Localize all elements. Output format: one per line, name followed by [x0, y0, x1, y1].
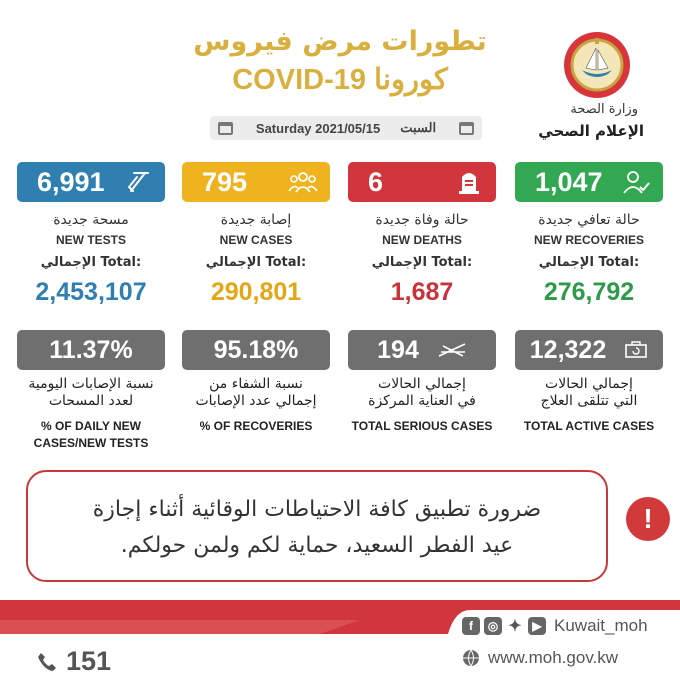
recovery-rate-value: 95.18% [213, 335, 299, 364]
new-tests-total-label: الإجمالي Total: [40, 255, 142, 270]
new-recoveries-total-label: الإجمالي Total: [538, 255, 640, 270]
new-deaths-label-ar: حالة وفاة جديدة [375, 212, 469, 228]
positivity-rate-label-ar-1: نسبة الإصابات اليومية [28, 376, 154, 392]
people-icon [288, 168, 318, 196]
active-cases-label-ar-1: إجمالي الحالات [545, 376, 633, 392]
total-cases-value: 290,801 [210, 278, 302, 306]
recovery-rate-label-ar-1: نسبة الشفاء من [209, 376, 303, 392]
media-department: الإعلام الصحي [538, 122, 644, 140]
hotline-number: 151 [66, 646, 112, 676]
medicine-box-icon [624, 341, 648, 359]
positivity-rate-value: 11.37% [49, 335, 133, 364]
tombstone-icon [454, 168, 484, 196]
new-tests-box [17, 162, 165, 202]
new-recoveries-value: 1,047 [535, 166, 603, 197]
positivity-rate-label-en-1: % OF DAILY NEW [40, 419, 141, 433]
globe-icon [462, 649, 480, 667]
new-cases-value: 795 [202, 166, 248, 197]
new-deaths-label-en: NEW DEATHS [382, 233, 462, 247]
serious-cases-label-ar-2: في العناية المركزة [368, 393, 476, 409]
positivity-rate-label-en-2: CASES/NEW TESTS [33, 436, 149, 450]
test-tube-icon [123, 168, 153, 196]
active-cases-label-ar-2: التي تتلقى العلاج [540, 393, 638, 409]
total-tests-value: 2,453,107 [35, 278, 147, 306]
youtube-icon[interactable]: ▶ [528, 617, 546, 635]
new-deaths-total-label: الإجمالي Total: [371, 255, 473, 270]
social-handle[interactable]: Kuwait_moh [554, 616, 648, 635]
active-cases-label-en-1: TOTAL ACTIVE CASES [523, 419, 655, 433]
calendar-icon [459, 122, 474, 135]
twitter-icon[interactable]: ✦ [508, 618, 522, 635]
new-cases-label-ar: إصابة جديدة [220, 212, 292, 228]
day-arabic: السبت [400, 120, 437, 135]
new-recoveries-label-en: NEW RECOVERIES [533, 233, 644, 247]
alert-icon: ! [626, 497, 670, 541]
new-deaths-value: 6 [368, 166, 384, 197]
holiday-notice [26, 470, 608, 582]
date-english: Saturday 2021/05/15 [255, 120, 381, 136]
recovery-rate-label-en-1: % OF RECOVERIES [199, 419, 313, 433]
recovery-rate-label-ar-2: إجمالي عدد الإصابات [195, 393, 317, 409]
facebook-icon[interactable]: f [462, 617, 480, 635]
new-cases-box [182, 162, 330, 202]
new-recoveries-label-ar: حالة تعافي جديدة [538, 212, 640, 228]
notice-line-1: ضرورة تطبيق كافة الاحتياطات الوقائية أثناء إجازة [92, 497, 542, 522]
active-cases-box [515, 330, 663, 370]
website-url[interactable]: www.moh.gov.kw [488, 648, 619, 667]
serious-cases-box [348, 330, 496, 370]
ministry-name: وزارة الصحة [570, 102, 638, 117]
total-deaths-value: 1,687 [390, 278, 454, 306]
recovery-rate-box [182, 330, 330, 370]
website-link[interactable] [462, 648, 618, 668]
new-tests-label-en: NEW TESTS [55, 233, 126, 247]
new-cases-label-en: NEW CASES [219, 233, 293, 247]
positivity-rate-label-ar-2: لعدد المسحات [48, 393, 134, 409]
new-deaths-box [348, 162, 496, 202]
new-cases-total-label: الإجمالي Total: [205, 255, 307, 270]
calendar-icon [218, 122, 233, 135]
new-recoveries-box [515, 162, 663, 202]
user-check-icon [621, 168, 651, 196]
date-bar [210, 116, 482, 140]
serious-cases-label-en-1: TOTAL SERIOUS CASES [351, 419, 493, 433]
serious-cases-value: 194 [377, 335, 419, 364]
total-recoveries-value: 276,792 [543, 278, 635, 306]
serious-cases-label-ar-1: إجمالي الحالات [378, 376, 466, 392]
phone-icon [36, 651, 58, 673]
active-cases-value: 12,322 [529, 335, 607, 364]
notice-line-2: عيد الفطر السعيد، حماية لكم ولمن حولكم. [120, 533, 514, 558]
instagram-icon[interactable]: ◎ [484, 617, 502, 635]
new-tests-value: 6,991 [37, 166, 105, 197]
ministry-logo [562, 30, 632, 100]
social-links [462, 616, 648, 636]
new-tests-label-ar: مسحة جديدة [53, 212, 129, 228]
hotline [36, 646, 111, 677]
title-covid: كورونا COVID-19 [232, 64, 448, 96]
positivity-rate-box [17, 330, 165, 370]
title-arabic: تطورات مرض فيروس [193, 26, 487, 57]
hospital-bed-icon [437, 340, 467, 360]
